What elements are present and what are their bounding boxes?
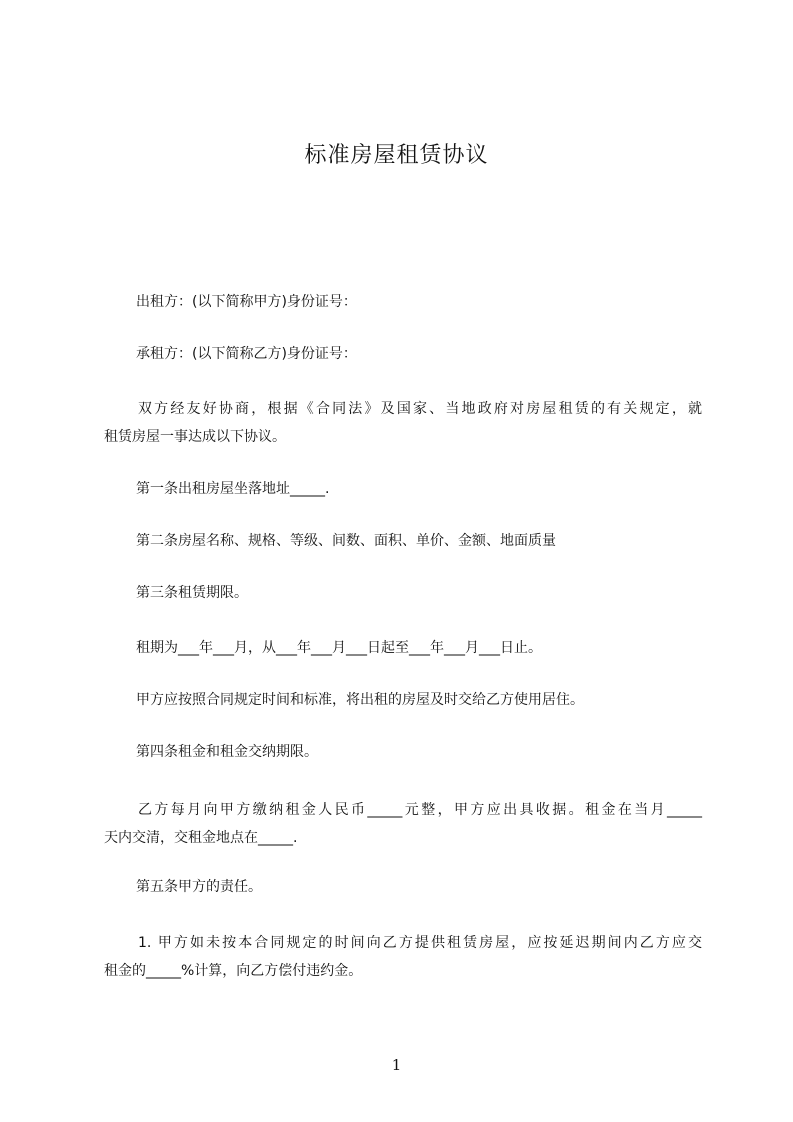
article-4: 第四条租金和租金交纳期限。: [136, 744, 318, 760]
intro-line-2: 租赁房屋一事达成以下协议。: [104, 429, 286, 445]
handover-line: 甲方应按照合同规定时间和标准，将出租的房屋及时交给乙方使用居住。: [136, 692, 584, 708]
article-1: 第一条出租房屋坐落地址_____.: [136, 481, 330, 497]
article-2: 第二条房屋名称、规格、等级、间数、面积、单价、金额、地面质量: [136, 533, 556, 549]
rent-line-1: 乙方每月向甲方缴纳租金人民币_____元整，甲方应出具收据。租金在当月_____: [138, 802, 702, 818]
lease-term-line: 租期为___年___月，从___年___月___日起至___年___月___日止。: [136, 640, 542, 656]
rent-paragraph: [104, 796, 702, 852]
intro-line-1: 双方经友好协商，根据《合同法》及国家、当地政府对房屋租赁的有关规定，就: [138, 401, 702, 417]
article-5: 第五条甲方的责任。: [136, 879, 262, 895]
clause-5-1-line-1: 1. 甲方如未按本合同规定的时间向乙方提供租赁房屋，应按延迟期间内乙方应交: [138, 935, 702, 951]
rent-line-2: 天内交清，交租金地点在_____.: [104, 830, 298, 846]
lessee-line: 承租方：(以下简称乙方)身份证号：: [136, 346, 357, 362]
page-number: 1: [391, 1056, 402, 1074]
clause-5-1-line-2: 租金的_____%计算，向乙方偿付违约金。: [104, 963, 363, 979]
article-3: 第三条租赁期限。: [136, 585, 248, 601]
document-title: 标准房屋租赁协议: [304, 143, 489, 168]
intro-paragraph: [104, 395, 702, 451]
lessor-line: 出租方：(以下简称甲方)身份证号：: [136, 294, 357, 310]
clause-5-1-paragraph: [104, 929, 702, 985]
